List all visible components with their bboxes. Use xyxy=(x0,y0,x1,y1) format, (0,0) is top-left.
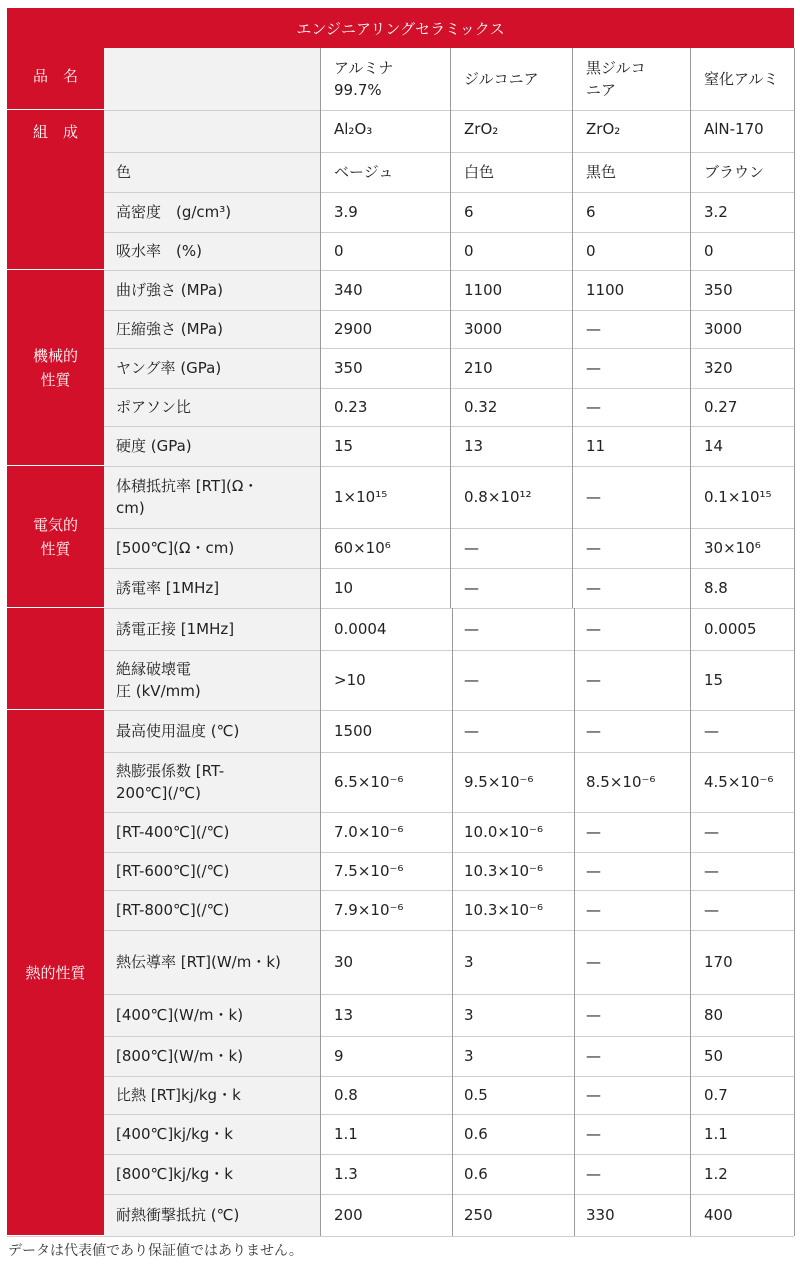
value-cell: 3 xyxy=(450,1036,572,1076)
value-cell: 6 xyxy=(572,192,690,232)
value-cell: 0.6 xyxy=(450,1114,572,1154)
column-divider xyxy=(574,608,575,1236)
column-divider xyxy=(450,48,451,608)
value-cell: 0.5 xyxy=(450,1076,572,1114)
value-cell: 15 xyxy=(320,426,450,466)
value-cell: 0 xyxy=(572,232,690,270)
value-cell: 80 xyxy=(690,994,794,1036)
value-cell: 2900 xyxy=(320,310,450,348)
value-cell: — xyxy=(572,812,690,852)
value-cell: — xyxy=(450,650,572,710)
value-cell: 0 xyxy=(690,232,794,270)
value-cell: — xyxy=(572,930,690,994)
value-cell: 8.8 xyxy=(690,568,794,608)
value-cell: — xyxy=(690,812,794,852)
value-cell: 60×10⁶ xyxy=(320,528,450,568)
value-cell: — xyxy=(690,710,794,752)
value-cell: 1100 xyxy=(450,270,572,310)
value-cell: 6.5×10⁻⁶ xyxy=(320,752,450,812)
group-label: 電気的 性質 xyxy=(7,466,104,608)
value-cell: AlN-170 xyxy=(690,110,794,152)
value-cell: ジルコニア xyxy=(450,48,572,110)
row-label: 比熱 [RT]kj/kg・k xyxy=(104,1076,320,1114)
value-cell: 0.0005 xyxy=(690,608,794,650)
value-cell: — xyxy=(572,1076,690,1114)
row-label: ヤング率 (GPa) xyxy=(104,348,320,388)
row-label: [400℃](W/m・k) xyxy=(104,994,320,1036)
table-bottom-edge xyxy=(7,1236,794,1237)
value-cell: 13 xyxy=(320,994,450,1036)
column-divider xyxy=(320,608,321,1236)
row-label: [RT-400℃](/℃) xyxy=(104,812,320,852)
value-cell: 白色 xyxy=(450,152,572,192)
value-cell: >10 xyxy=(320,650,450,710)
row-label: 最高使用温度 (℃) xyxy=(104,710,320,752)
value-cell: 0.7 xyxy=(690,1076,794,1114)
value-cell: 0.32 xyxy=(450,388,572,426)
group-label xyxy=(7,608,104,710)
column-divider xyxy=(572,48,573,608)
value-cell: — xyxy=(572,348,690,388)
row-label: 色 xyxy=(104,152,320,192)
value-cell: 250 xyxy=(450,1194,572,1236)
value-cell: 8.5×10⁻⁶ xyxy=(572,752,690,812)
row-label: 曲げ強さ (MPa) xyxy=(104,270,320,310)
value-cell: 3 xyxy=(450,930,572,994)
value-cell: — xyxy=(690,890,794,930)
value-cell: 0.0004 xyxy=(320,608,450,650)
row-label: 耐熱衝撃抵抗 (℃) xyxy=(104,1194,320,1236)
row-label: 熱膨張係数 [RT- 200℃](/℃) xyxy=(104,752,320,812)
row-label: [400℃]kj/kg・k xyxy=(104,1114,320,1154)
row-label: 吸水率 (%) xyxy=(104,232,320,270)
row-label: 誘電率 [1MHz] xyxy=(104,568,320,608)
value-cell: 10.3×10⁻⁶ xyxy=(450,852,572,890)
value-cell: 200 xyxy=(320,1194,450,1236)
value-cell: 0 xyxy=(450,232,572,270)
value-cell: — xyxy=(572,852,690,890)
value-cell: — xyxy=(572,1036,690,1076)
value-cell: 3000 xyxy=(450,310,572,348)
row-label: 熱伝導率 [RT](W/m・k) xyxy=(104,930,320,994)
value-cell: 0.23 xyxy=(320,388,450,426)
value-cell: 3.9 xyxy=(320,192,450,232)
value-cell: — xyxy=(572,1114,690,1154)
value-cell: — xyxy=(450,710,572,752)
value-cell: 10 xyxy=(320,568,450,608)
value-cell: 350 xyxy=(690,270,794,310)
column-divider xyxy=(452,608,453,1236)
value-cell: 14 xyxy=(690,426,794,466)
value-cell: 7.5×10⁻⁶ xyxy=(320,852,450,890)
column-divider xyxy=(320,48,321,608)
value-cell: 黒ジルコ ニア xyxy=(572,48,690,110)
value-cell: 6 xyxy=(450,192,572,232)
value-cell: — xyxy=(572,466,690,528)
value-cell: ブラウン xyxy=(690,152,794,192)
group-label: 品 名 xyxy=(7,48,104,110)
value-cell: — xyxy=(690,852,794,890)
value-cell: 1×10¹⁵ xyxy=(320,466,450,528)
value-cell: 210 xyxy=(450,348,572,388)
value-cell: — xyxy=(572,710,690,752)
value-cell: 1.2 xyxy=(690,1154,794,1194)
row-label: [800℃](W/m・k) xyxy=(104,1036,320,1076)
value-cell: 黒色 xyxy=(572,152,690,192)
row-label xyxy=(104,48,320,110)
value-cell: — xyxy=(572,890,690,930)
value-cell: 3000 xyxy=(690,310,794,348)
value-cell: — xyxy=(572,994,690,1036)
row-label: 高密度 (g/cm³) xyxy=(104,192,320,232)
group-label: 熱的性質 xyxy=(7,710,104,1236)
value-cell: 0 xyxy=(320,232,450,270)
value-cell: 50 xyxy=(690,1036,794,1076)
value-cell: 1.3 xyxy=(320,1154,450,1194)
value-cell: — xyxy=(450,568,572,608)
row-label: 体積抵抗率 [RT](Ω・ cm) xyxy=(104,466,320,528)
value-cell: 0.1×10¹⁵ xyxy=(690,466,794,528)
value-cell: 0.8×10¹² xyxy=(450,466,572,528)
value-cell: 13 xyxy=(450,426,572,466)
value-cell: 7.0×10⁻⁶ xyxy=(320,812,450,852)
value-cell: 10.3×10⁻⁶ xyxy=(450,890,572,930)
row-label: [RT-600℃](/℃) xyxy=(104,852,320,890)
value-cell: 3.2 xyxy=(690,192,794,232)
row-label: 誘電正接 [1MHz] xyxy=(104,608,320,650)
value-cell: 400 xyxy=(690,1194,794,1236)
value-cell: 350 xyxy=(320,348,450,388)
value-cell: 0.27 xyxy=(690,388,794,426)
table-title: エンジニアリングセラミックス xyxy=(7,8,794,48)
row-label: 絶縁破壊電 圧 (kV/mm) xyxy=(104,650,320,710)
value-cell: ZrO₂ xyxy=(572,110,690,152)
value-cell: — xyxy=(572,650,690,710)
value-cell: 9 xyxy=(320,1036,450,1076)
value-cell: — xyxy=(572,310,690,348)
value-cell: 3 xyxy=(450,994,572,1036)
value-cell: 30 xyxy=(320,930,450,994)
table-right-edge xyxy=(794,48,795,1236)
value-cell: — xyxy=(450,528,572,568)
value-cell: ベージュ xyxy=(320,152,450,192)
value-cell: 340 xyxy=(320,270,450,310)
row-label: [500℃](Ω・cm) xyxy=(104,528,320,568)
value-cell: 1.1 xyxy=(690,1114,794,1154)
value-cell: — xyxy=(572,528,690,568)
value-cell: — xyxy=(572,608,690,650)
row-label: ポアソン比 xyxy=(104,388,320,426)
value-cell: 0.8 xyxy=(320,1076,450,1114)
value-cell: 10.0×10⁻⁶ xyxy=(450,812,572,852)
row-label: [RT-800℃](/℃) xyxy=(104,890,320,930)
value-cell: 330 xyxy=(572,1194,690,1236)
value-cell: 170 xyxy=(690,930,794,994)
value-cell: 320 xyxy=(690,348,794,388)
value-cell: Al₂O₃ xyxy=(320,110,450,152)
value-cell: ZrO₂ xyxy=(450,110,572,152)
value-cell: 窒化アルミ xyxy=(690,48,794,110)
column-divider xyxy=(690,48,691,608)
row-label: 硬度 (GPa) xyxy=(104,426,320,466)
value-cell: 4.5×10⁻⁶ xyxy=(690,752,794,812)
value-cell: 1.1 xyxy=(320,1114,450,1154)
value-cell: アルミナ 99.7% xyxy=(320,48,450,110)
value-cell: — xyxy=(450,608,572,650)
group-label: 機械的 性質 xyxy=(7,270,104,466)
group-label: 組 成 xyxy=(7,110,104,270)
value-cell: — xyxy=(572,1154,690,1194)
value-cell: 1100 xyxy=(572,270,690,310)
value-cell: 7.9×10⁻⁶ xyxy=(320,890,450,930)
value-cell: 1500 xyxy=(320,710,450,752)
value-cell: 30×10⁶ xyxy=(690,528,794,568)
footer-note: データは代表値であり保証値ではありません。 xyxy=(8,1243,303,1259)
row-label: [800℃]kj/kg・k xyxy=(104,1154,320,1194)
value-cell: — xyxy=(572,568,690,608)
value-cell: 0.6 xyxy=(450,1154,572,1194)
value-cell: — xyxy=(572,388,690,426)
column-divider xyxy=(690,608,691,1236)
value-cell: 11 xyxy=(572,426,690,466)
value-cell: 9.5×10⁻⁶ xyxy=(450,752,572,812)
value-cell: 15 xyxy=(690,650,794,710)
row-label xyxy=(104,110,320,152)
row-label: 圧縮強さ (MPa) xyxy=(104,310,320,348)
